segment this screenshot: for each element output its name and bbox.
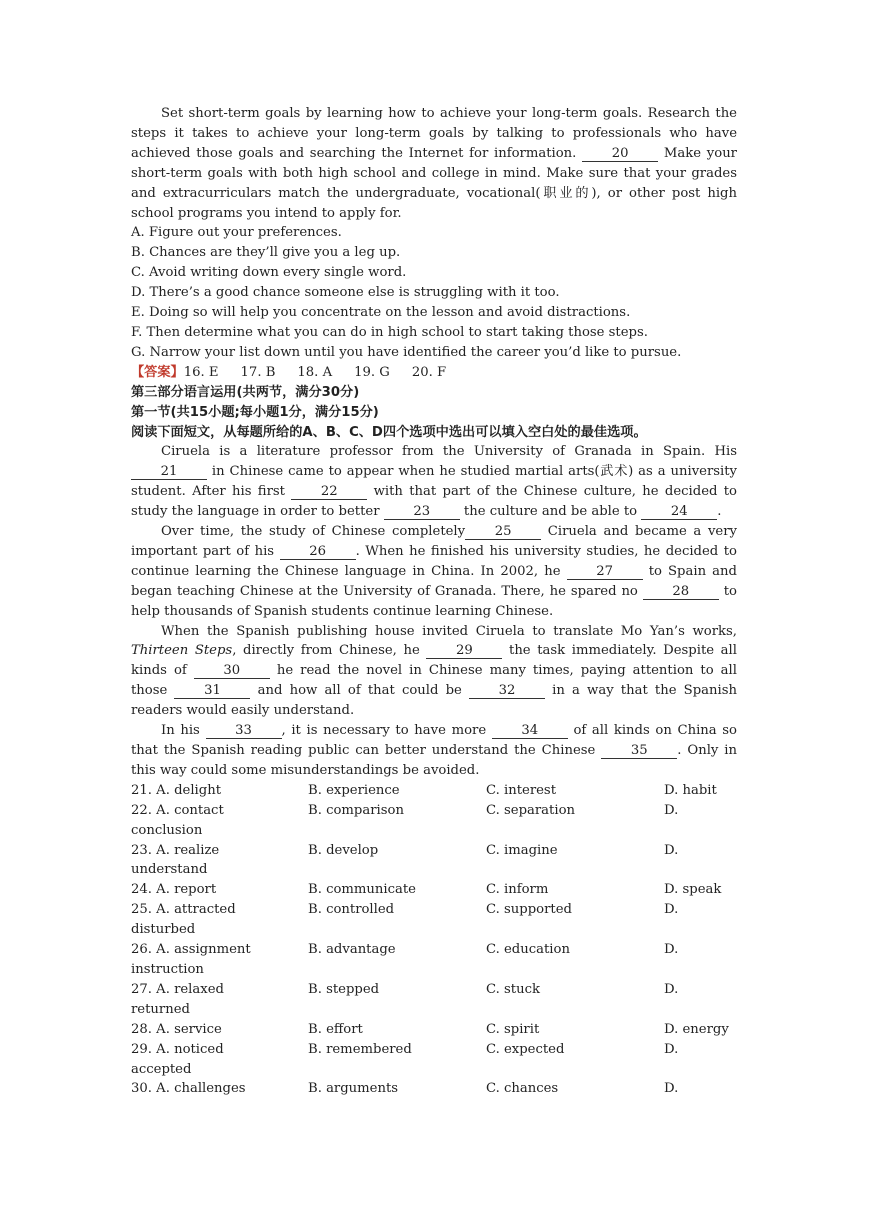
- cloze-text: and how all of that could be: [257, 683, 462, 699]
- choice-a: 27. A. relaxed: [131, 981, 224, 997]
- choice-b: B. experience: [308, 782, 400, 798]
- option-item: D. There’s a good chance someone else is struggling with it too.: [131, 285, 560, 301]
- choice-b: B. develop: [308, 842, 379, 858]
- choice-c: C. separation: [486, 802, 575, 818]
- choice-d: D.: [664, 1081, 679, 1097]
- cloze-text: to Spain and began teaching Chinese at the University of Granada. There, he spared no: [131, 563, 737, 599]
- section-instruction: 阅读下面短文，从每题所给的A、B、C、D四个选项中选出可以填入空白处的最佳选项。: [131, 424, 647, 440]
- choice-d-wrap: instruction: [131, 961, 204, 977]
- cloze-paragraph-2: [131, 522, 737, 622]
- choice-a: 26. A. assignment: [131, 942, 251, 958]
- cloze-text: Over time, the study of Chinese completely: [161, 524, 466, 540]
- blank-26: 26: [280, 544, 356, 560]
- cloze-text: in a way that the Spanish readers would easily understand.: [131, 683, 737, 719]
- choice-b: B. advantage: [308, 942, 396, 958]
- choice-row: [131, 980, 737, 1020]
- choice-b: B. stepped: [308, 981, 380, 997]
- blank-29: 29: [426, 643, 502, 659]
- choice-d-wrap: disturbed: [131, 922, 196, 938]
- cloze-text: with that part of the Chinese culture, he decided to study the language in order to better: [131, 484, 737, 520]
- blank-20: 20: [582, 146, 658, 162]
- choice-c: C. supported: [486, 902, 572, 918]
- option-item: B. Chances are they’ll give you a leg up.: [131, 245, 401, 261]
- choice-b: B. communicate: [308, 882, 416, 898]
- choice-d: D.: [664, 842, 679, 858]
- choice-c: C. spirit: [486, 1021, 540, 1037]
- section-title: 第三部分语言运用(共两节，满分30分): [131, 384, 360, 400]
- choice-c: C. interest: [486, 782, 556, 798]
- blank-25: 25: [465, 524, 541, 540]
- choice-d: D. speak: [664, 882, 722, 898]
- cloze-text: the task immediately. Despite all kinds of: [131, 643, 737, 679]
- option-item: F. Then determine what you can do in high school to start taking those steps.: [131, 324, 648, 340]
- blank-27: 27: [567, 564, 643, 580]
- cloze-text: .: [717, 504, 722, 520]
- cloze-text: . When he finished his university studies, he decided to continue learning the Chinese language in China. In 2002, he: [131, 543, 737, 579]
- choice-a: 29. A. noticed: [131, 1041, 224, 1057]
- cloze-paragraph-3: [131, 622, 737, 722]
- cloze-text: to help thousands of Spanish students continue learning Chinese.: [131, 583, 737, 619]
- choice-b: B. controlled: [308, 902, 395, 918]
- choice-c: C. inform: [486, 882, 549, 898]
- cloze-text: . Only in this way could some misunderstandings be avoided.: [131, 743, 737, 778]
- passage-text-rest: Make your short-term goals with both high school and college in mind. Make sure that your grades and extracurriculars match the undergraduate, vocational(职业的), or other post high school programs you intend to apply for.: [131, 145, 737, 221]
- choice-d: D.: [664, 902, 679, 918]
- choice-d-wrap: returned: [131, 1001, 190, 1017]
- section-subtitle: 第一节(共15小题;每小题1分，满分15分): [131, 404, 379, 420]
- choice-row: [131, 880, 737, 900]
- choice-row: [131, 781, 737, 801]
- option-item: E. Doing so will help you concentrate on the lesson and avoid distractions.: [131, 305, 631, 321]
- choice-c: C. education: [486, 942, 570, 958]
- blank-33: 33: [206, 723, 282, 739]
- answer-line: [131, 363, 737, 383]
- cloze-text: , it is necessary to have more: [281, 723, 487, 739]
- answer-tag: 【答案】: [131, 364, 184, 380]
- cloze-text: , directly from Chinese, he: [232, 643, 420, 659]
- choice-b: B. arguments: [308, 1081, 399, 1097]
- choice-c: C. expected: [486, 1041, 565, 1057]
- choice-b: B. remembered: [308, 1041, 412, 1057]
- choice-c: C. chances: [486, 1081, 559, 1097]
- choice-d-wrap: conclusion: [131, 822, 203, 838]
- choices-table: [131, 781, 737, 1100]
- passage-paragraph: [131, 104, 737, 223]
- cloze-text: in Chinese came to appear when he studied martial arts(武术) as a university student. After his first: [131, 464, 737, 500]
- choice-a: 22. A. contact: [131, 802, 224, 818]
- choice-row: [131, 801, 737, 841]
- option-item: C. Avoid writing down every single word.: [131, 265, 407, 281]
- option-item: G. Narrow your list down until you have identified the career you’d like to pursue.: [131, 344, 682, 360]
- answer-item: 19. G: [354, 364, 390, 380]
- blank-32: 32: [469, 683, 545, 699]
- choice-d: D.: [664, 981, 679, 997]
- choice-c: C. stuck: [486, 981, 540, 997]
- cloze-text: he read the novel in Chinese many times, paying attention to all those: [131, 663, 737, 699]
- choice-a: 24. A. report: [131, 882, 217, 898]
- choice-row: [131, 841, 737, 881]
- blank-35: 35: [601, 743, 677, 759]
- choice-row: [131, 1040, 737, 1080]
- blank-24: 24: [641, 504, 717, 520]
- blank-30: 30: [194, 663, 270, 679]
- blank-22: 22: [291, 484, 367, 500]
- choice-a: 30. A. challenges: [131, 1081, 246, 1097]
- choice-b: B. effort: [308, 1021, 363, 1037]
- choice-d: D.: [664, 942, 679, 958]
- cloze-text: the culture and be able to: [463, 504, 638, 520]
- cloze-text: of all kinds on China so that the Spanish reading public can better understand the Chinese: [131, 723, 737, 758]
- choice-d: D.: [664, 1041, 679, 1057]
- answer-item: 18. A: [297, 364, 333, 380]
- choice-a: 21. A. delight: [131, 782, 221, 798]
- choice-row: [131, 1020, 737, 1040]
- answer-item: 20. F: [411, 364, 447, 380]
- choice-a: 23. A. realize: [131, 842, 220, 858]
- book-title: Thirteen Steps: [131, 643, 233, 659]
- choice-c: C. imagine: [486, 842, 558, 858]
- passage-text: Set short-term goals by learning how to achieve your long-term goals. Research the steps it takes to achieve your long-term goals by talking to professionals who have achieved those goals and searching the Internet for information.: [131, 106, 737, 161]
- answer-item: 17. B: [240, 364, 276, 380]
- cloze-text: When the Spanish publishing house invited Ciruela to translate Mo Yan’s works,: [161, 623, 737, 639]
- blank-21: 21: [131, 464, 207, 480]
- cloze-paragraph-1: [131, 442, 737, 522]
- choice-d: D. habit: [664, 782, 717, 798]
- blank-23: 23: [384, 504, 460, 520]
- choice-d: D. energy: [664, 1021, 729, 1037]
- choice-b: B. comparison: [308, 802, 404, 818]
- document-page: [131, 104, 737, 1099]
- choice-a: 28. A. service: [131, 1021, 222, 1037]
- blank-31: 31: [174, 683, 250, 699]
- choice-d-wrap: accepted: [131, 1061, 192, 1077]
- cloze-text: Ciruela and became a very important part of his: [131, 524, 737, 559]
- cloze-text: Ciruela is a literature professor from the University of Granada in Spain. His: [161, 444, 737, 460]
- choice-row: [131, 900, 737, 940]
- cloze-text: In his: [161, 723, 200, 739]
- answer-item: 16. E: [183, 364, 219, 380]
- blank-28: 28: [643, 584, 719, 600]
- option-item: A. Figure out your preferences.: [131, 225, 342, 241]
- choice-d-wrap: understand: [131, 862, 208, 878]
- choice-row: [131, 940, 737, 980]
- options-list: [131, 223, 737, 362]
- choice-a: 25. A. attracted: [131, 902, 236, 918]
- cloze-paragraph-4: [131, 721, 737, 781]
- choice-row: [131, 1079, 737, 1099]
- choice-d: D.: [664, 802, 679, 818]
- blank-34: 34: [492, 723, 568, 739]
